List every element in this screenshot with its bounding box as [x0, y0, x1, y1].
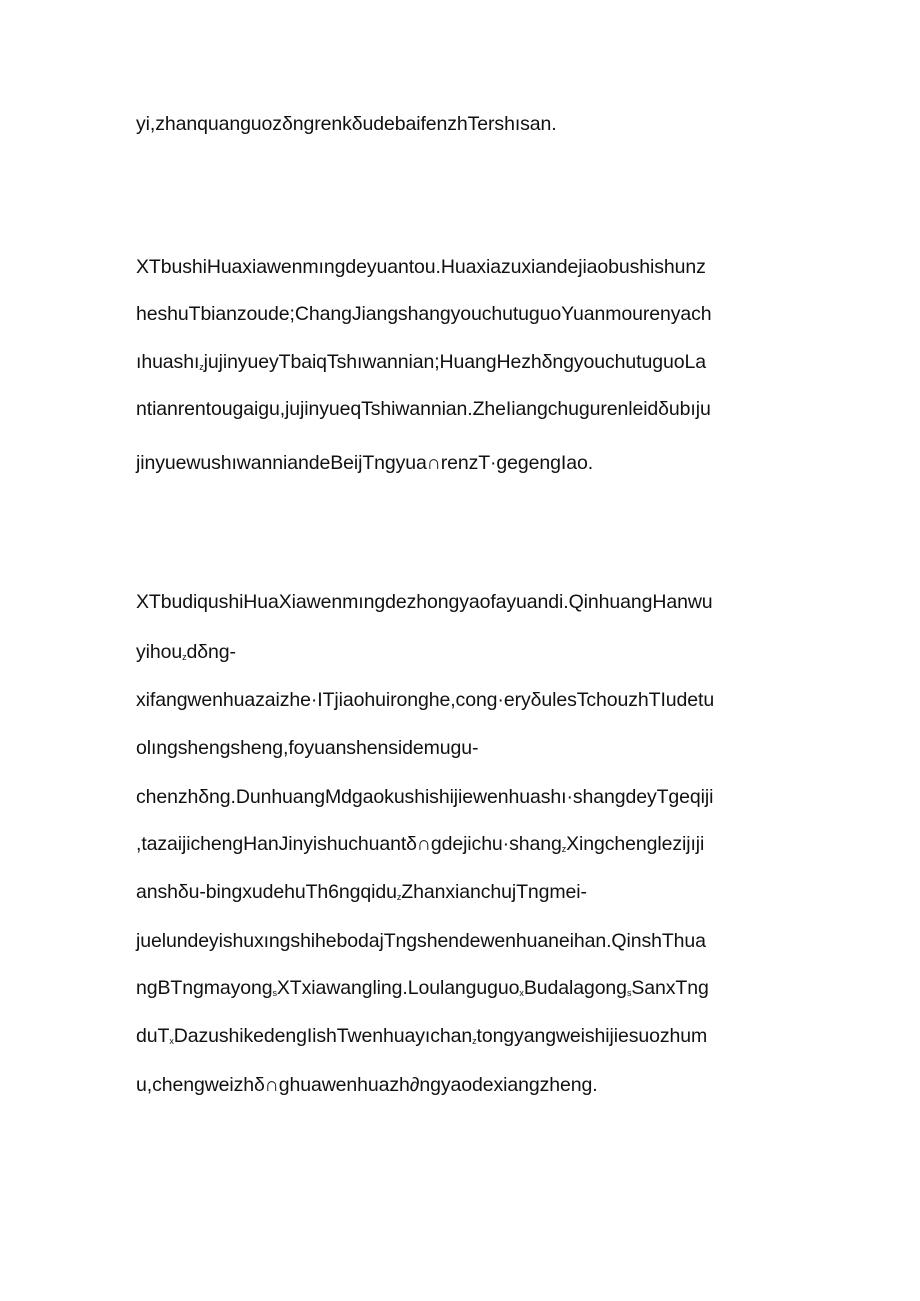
- paragraph-3-line-10: [136, 1024, 707, 1048]
- text-run: u,chengweizhδ∩ghuawenhuazh∂ngyaodexiangzheng.: [136, 1074, 598, 1096]
- text-run: duT: [136, 1025, 170, 1047]
- text-run: xifangwenhuazaizhe·ITjiaohuironghe,cong·eryδulesTchouzhTIudetu: [136, 689, 715, 711]
- paragraph-3-line-5: [136, 785, 713, 809]
- paragraph-3-line-8: [136, 929, 706, 953]
- subscript: z: [472, 1036, 477, 1046]
- subscript: z: [561, 844, 567, 854]
- text-run: DazushikedengIishTwenhuayıchan: [173, 1025, 473, 1047]
- text-run: ngBTngmayong: [136, 977, 273, 999]
- paragraph-2-line-1: [136, 255, 706, 279]
- text-run: ıhuashı: [136, 351, 200, 373]
- paragraph-3-line-7: [136, 880, 587, 904]
- subscript: z: [396, 892, 402, 902]
- paragraph-3-line-11: [136, 1073, 598, 1097]
- paragraph-3-line-1: [136, 590, 713, 614]
- text-run: ntianrentougaigu,jujinyueqTshiwannian.ZheIiangchugurenleidδubıju: [136, 398, 711, 420]
- text-run: chenzhδng.DunhuangMdgaokushishijiewenhuashı·shangdeyTgeqiji: [136, 786, 714, 808]
- text-run: Budalagong: [523, 977, 627, 999]
- paragraph-3-line-2: [136, 640, 236, 664]
- subscript: z: [182, 652, 187, 662]
- paragraph-2-line-4: [136, 397, 711, 421]
- paragraph-3-line-4: [136, 736, 478, 760]
- paragraph-1-line-1: [136, 112, 557, 136]
- text-run: dδng-: [186, 641, 236, 663]
- paragraph-2-line-3: [136, 350, 706, 374]
- text-run: Xingchenglezijıji: [566, 833, 705, 855]
- subscript: x: [169, 1036, 174, 1046]
- subscript: z: [199, 362, 204, 372]
- text-run: heshuTbianzoude;ChangJiangshangyouchutuguoYuanmourenyach: [136, 303, 712, 325]
- paragraph-2-line-5: [136, 451, 593, 475]
- subscript: x: [519, 988, 524, 998]
- paragraph-3-line-3: [136, 688, 714, 712]
- text-run: XTbudiqushiHuaXiawenmıngdezhongyaofayuandi.QinhuangHanwu: [136, 591, 713, 613]
- paragraph-3-line-6: [136, 832, 704, 856]
- paragraph-3-line-9: [136, 976, 709, 1000]
- text-run: SanxTng: [631, 977, 709, 999]
- paragraph-2-line-2: [136, 302, 712, 326]
- text-run: jujinyueyTbaiqTshıwannian;HuangHezhδngyouchutuguoLa: [203, 351, 706, 373]
- text-run: olıngshengsheng,foyuanshensidemugu-: [136, 737, 479, 759]
- text-run: tongyangweishijiesuozhum: [476, 1025, 708, 1047]
- subscript: s: [272, 988, 277, 998]
- text-run: yihou: [136, 641, 183, 663]
- text-run: juelundeyishuxıngshihebodajTngshendewenhuaneihan.QinshThua: [136, 930, 706, 952]
- text-run: yi,zhanquanguozδngrenkδudebaifenzhTershısan.: [136, 113, 557, 135]
- text-run: ZhanxianchujTngmei-: [401, 881, 587, 903]
- text-run: anshδu-bingxudehuTh6ngqidu: [136, 881, 397, 903]
- subscript: s: [626, 988, 632, 998]
- text-run: XTxiawangling.Loulanguguo: [276, 977, 520, 999]
- text-run: ,tazaijichengHanJinyishuchuantδ∩gdejichu·shang: [136, 833, 562, 855]
- text-run: XTbushiHuaxiawenmıngdeyuantou.Huaxiazuxiandejiaobushishunz: [136, 256, 706, 278]
- text-run: jinyuewushıwanniandeBeijTngyua∩renzT·gegengIao.: [136, 452, 594, 474]
